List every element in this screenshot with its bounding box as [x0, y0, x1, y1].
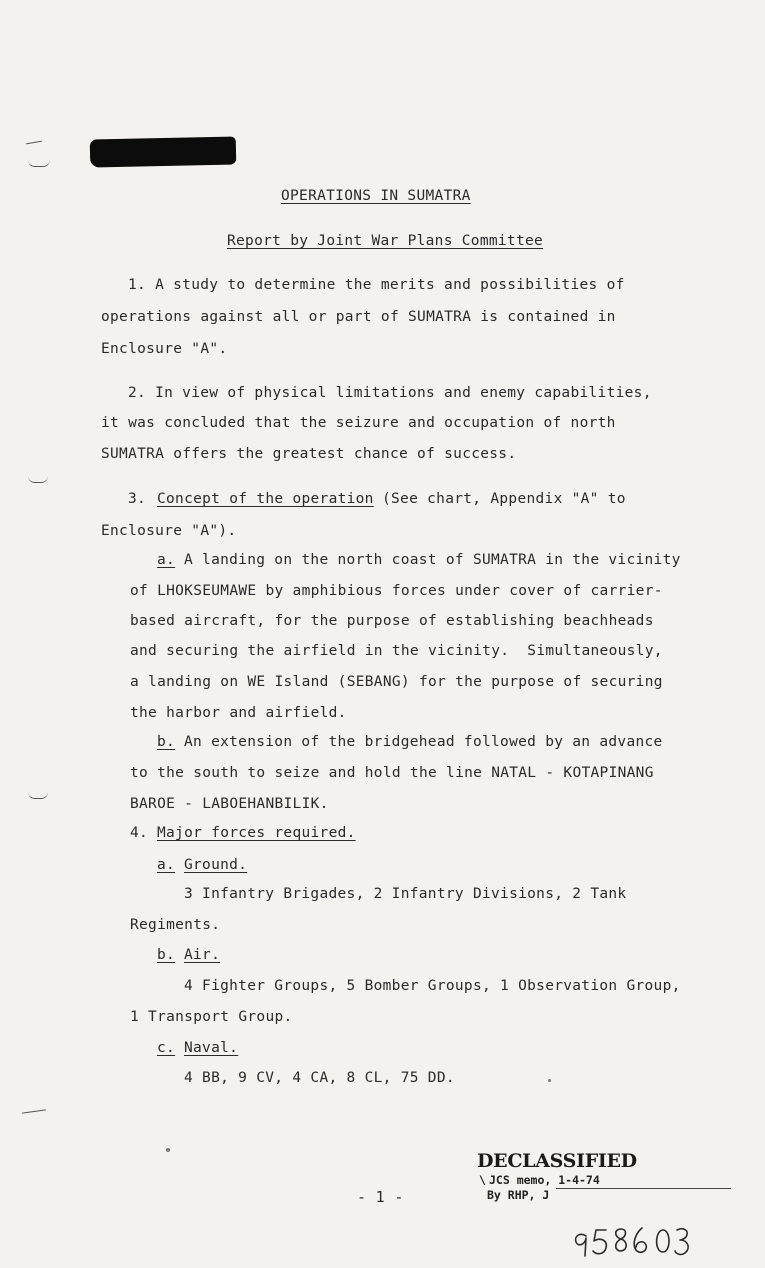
- subitem-letter: c.: [157, 1040, 176, 1056]
- paragraph-line: Enclosure "A").: [101, 523, 237, 539]
- margin-mark: [28, 160, 50, 167]
- stamp-tick: \: [479, 1173, 486, 1187]
- subitem-heading: Air.: [184, 947, 221, 963]
- margin-mark: [28, 476, 48, 483]
- paragraph-line: the harbor and airfield.: [130, 705, 347, 721]
- paragraph-line: Regiments.: [130, 917, 221, 933]
- paragraph-line: Enclosure "A".: [101, 341, 228, 357]
- paragraph-line: (See chart, Appendix "A" to: [382, 491, 626, 507]
- subitem-heading: Naval.: [184, 1040, 239, 1056]
- page-number: - 1 -: [357, 1188, 404, 1206]
- paragraph-line: operations against all or part of SUMATRA is contained in: [101, 309, 616, 325]
- section-number: 4.: [130, 825, 149, 841]
- subitem-heading: Ground.: [184, 857, 248, 873]
- declassified-stamp-title: DECLASSIFIED: [477, 1150, 637, 1172]
- stamp-memo: JCS memo, 1-4-74: [489, 1173, 600, 1187]
- stamp-rule: [556, 1188, 731, 1189]
- paragraph-line: 3 Infantry Brigades, 2 Infantry Divisions, 2 Tank: [184, 886, 627, 902]
- section-heading: Concept of the operation: [157, 491, 374, 507]
- document-title: OPERATIONS IN SUMATRA: [281, 188, 471, 204]
- paragraph-line: to the south to seize and hold the line NATAL - KOTAPINANG: [130, 765, 654, 781]
- paragraph-line: BAROE - LABOEHANBILIK.: [130, 796, 329, 812]
- paragraph-line: A landing on the north coast of SUMATRA in the vicinity: [184, 552, 681, 568]
- document-subtitle: Report by Joint War Plans Committee: [227, 233, 544, 249]
- subitem-letter: b.: [157, 947, 176, 963]
- stamp-by: By RHP, J: [487, 1188, 550, 1202]
- subitem-letter: b.: [157, 734, 176, 750]
- margin-mark: [28, 792, 48, 799]
- redaction-bar: [90, 136, 237, 167]
- paragraph-line: 4 BB, 9 CV, 4 CA, 8 CL, 75 DD.: [184, 1070, 455, 1086]
- paragraph-line: and securing the airfield in the vicinity. Simultaneously,: [130, 643, 663, 659]
- paragraph-line: 1. A study to determine the merits and possibilities of: [128, 277, 625, 293]
- paragraph-line: 1 Transport Group.: [130, 1009, 293, 1025]
- margin-mark: [26, 141, 42, 145]
- margin-mark: [22, 1109, 46, 1113]
- section-heading: Major forces required.: [157, 825, 356, 841]
- ink-speck: [166, 1148, 170, 1152]
- paragraph-line: SUMATRA offers the greatest chance of success.: [101, 446, 517, 462]
- paragraph-line: 2. In view of physical limitations and enemy capabilities,: [128, 385, 652, 401]
- paragraph-line: based aircraft, for the purpose of establishing beachheads: [130, 613, 654, 629]
- handwritten-number-drawing: [570, 1224, 695, 1264]
- paragraph-line: An extension of the bridgehead followed by an advance: [184, 734, 663, 750]
- subitem-letter: a.: [157, 857, 176, 873]
- paragraph-line: a landing on WE Island (SEBANG) for the purpose of securing: [130, 674, 663, 690]
- handwritten-number: [570, 1224, 695, 1268]
- paragraph-line: 4 Fighter Groups, 5 Bomber Groups, 1 Observation Group,: [184, 978, 681, 994]
- paragraph-line: of LHOKSEUMAWE by amphibious forces under cover of carrier-: [130, 583, 663, 599]
- section-number: 3.: [128, 491, 147, 507]
- paragraph-line: it was concluded that the seizure and occupation of north: [101, 415, 616, 431]
- ink-speck: [548, 1079, 551, 1082]
- subitem-letter: a.: [157, 552, 176, 568]
